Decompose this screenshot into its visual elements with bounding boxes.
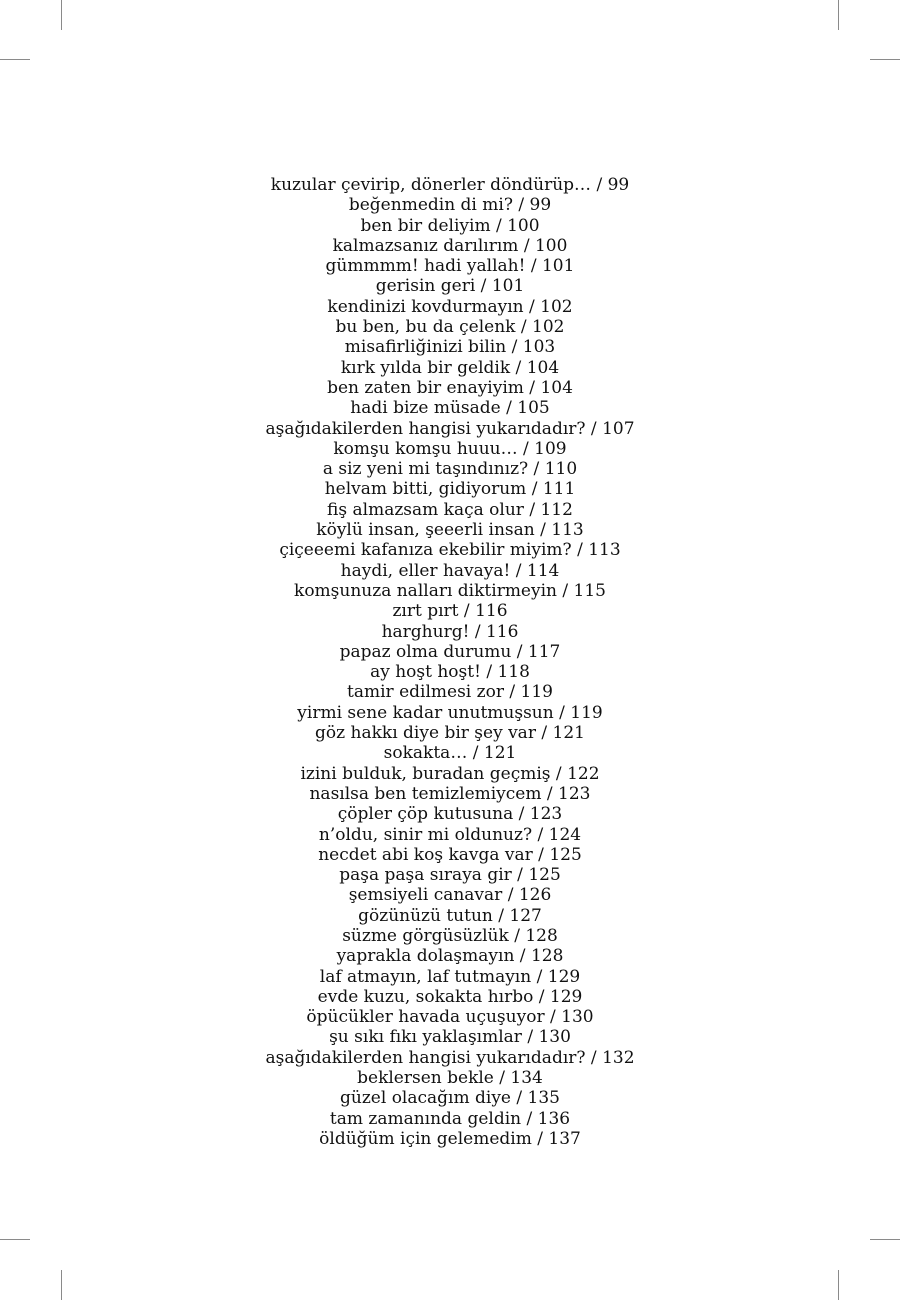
toc-entry-separator: / [523, 296, 541, 317]
toc-entry-title: misafirliğinizi bilin [344, 337, 507, 358]
toc-entry [0, 317, 900, 337]
toc-entry-page-number: 99 [607, 175, 630, 195]
toc-entry-separator: / [533, 986, 550, 1007]
toc-entry [0, 601, 900, 621]
toc-entry [0, 1129, 900, 1149]
toc-entry-title: gerisin geri [375, 276, 476, 297]
toc-entry-page-number: 107 [602, 418, 635, 439]
toc-entry-separator: / [515, 317, 532, 338]
toc-entry-page-number: 121 [552, 723, 585, 744]
toc-entry-separator: / [458, 601, 476, 622]
toc-entry-title: harghurg! [381, 621, 470, 642]
toc-entry-separator: / [523, 499, 541, 520]
toc-entry-title: şu sıkı fıkı yaklaşımlar [329, 1027, 522, 1048]
toc-entry-separator: / [521, 1027, 539, 1048]
toc-entry-page-number: 125 [549, 844, 582, 865]
toc-entry-separator: / [511, 641, 528, 662]
toc-entry-page-number: 134 [510, 1068, 543, 1089]
toc-entry-title: helvam bitti, gidiyorum [324, 479, 527, 500]
toc-entry-separator: / [532, 844, 550, 865]
toc-entry-separator: / [526, 1108, 538, 1129]
toc-entry-separator: / [541, 783, 559, 804]
crop-mark-top-left-horizontal [0, 59, 30, 60]
toc-entry-separator: / [532, 824, 549, 845]
toc-entry-page-number: 128 [530, 946, 564, 967]
toc-entry-title: gözünüzü tutun [358, 905, 493, 926]
toc-entry [0, 906, 900, 926]
toc-entry-title: kuzular çevirip, dönerler döndürüp… [270, 175, 592, 195]
toc-entry [0, 682, 900, 702]
toc-entry-page-number: 114 [526, 560, 560, 581]
toc-entry [0, 926, 900, 946]
toc-entry-title: nasılsa ben temizlemiycem [309, 783, 542, 804]
toc-entry-separator: / [475, 276, 492, 297]
toc-entry-separator: / [585, 1047, 603, 1068]
toc-entry-separator: / [510, 357, 527, 378]
toc-entry-page-number: 103 [522, 337, 556, 358]
toc-entry-separator: / [531, 966, 548, 987]
toc-entry-separator: / [526, 479, 543, 500]
toc-entry-page-number: 129 [549, 986, 583, 1007]
toc-entry [0, 520, 900, 540]
toc-entry-separator: / [544, 1007, 562, 1028]
toc-entry [0, 1048, 900, 1068]
toc-entry [0, 540, 900, 560]
toc-entry [0, 825, 900, 845]
toc-entry [0, 804, 900, 824]
toc-entry-separator: / [525, 256, 542, 277]
toc-entry-title: kalmazsanız darılırım [332, 235, 519, 256]
toc-entry-title: ben zaten bir enayiyim [327, 377, 524, 398]
toc-entry-title: laf atmayın, laf tutmayın [319, 966, 532, 987]
toc-entry-page-number: 135 [527, 1088, 560, 1109]
toc-entry-page-number: 111 [542, 479, 576, 500]
toc-entry-title: haydi, eller havaya! [340, 560, 511, 581]
toc-entry-title: çöpler çöp kutusuna [337, 804, 514, 825]
toc-entry-title: öldüğüm için gelemedim [319, 1128, 532, 1149]
crop-mark-top-left-vertical [61, 0, 62, 30]
toc-entry [0, 1109, 900, 1129]
toc-entry [0, 946, 900, 966]
toc-entry-title: izini bulduk, buradan geçmiş [300, 763, 551, 784]
crop-mark-bottom-right-vertical [838, 1270, 839, 1300]
toc-entry [0, 459, 900, 479]
toc-entry-page-number: 123 [558, 783, 591, 804]
toc-entry-separator: / [493, 1068, 511, 1089]
toc-entry [0, 784, 900, 804]
toc-entry [0, 723, 900, 743]
toc-entry-page-number: 104 [540, 377, 573, 398]
toc-entry [0, 439, 900, 459]
toc-entry-page-number: 116 [485, 621, 519, 642]
toc-entry [0, 1007, 900, 1027]
toc-entry-page-number: 110 [544, 459, 578, 480]
toc-entry-page-number: 116 [475, 601, 508, 622]
toc-entry-separator: / [510, 1088, 528, 1109]
toc-entry-page-number: 119 [520, 682, 553, 703]
crop-mark-top-right-horizontal [870, 59, 900, 60]
toc-entry-page-number: 137 [548, 1128, 581, 1149]
toc-entry-separator: / [508, 925, 526, 946]
toc-entry-separator: / [550, 763, 568, 784]
toc-entry-separator: / [591, 175, 608, 195]
table-of-contents [0, 175, 900, 1149]
toc-entry-title: tam zamanında geldin [329, 1108, 527, 1129]
toc-entry-title: komşu komşu huuu… [333, 438, 518, 459]
toc-entry-separator: / [512, 195, 530, 216]
toc-entry-separator: / [511, 865, 529, 886]
toc-entry-title: necdet abi koş kavga var [318, 844, 533, 865]
toc-entry-separator: / [510, 560, 527, 581]
toc-entry-title: yirmi sene kadar unutmuşsun [297, 702, 554, 723]
toc-entry-title: şemsiyeli canavar [348, 885, 503, 906]
toc-entry-separator: / [469, 621, 486, 642]
toc-entry-title: kendinizi kovdurmayın [327, 296, 524, 317]
toc-entry-page-number: 105 [517, 398, 550, 419]
toc-entry [0, 642, 900, 662]
toc-entry-title: yaprakla dolaşmayın [336, 946, 515, 967]
toc-entry-page-number: 123 [529, 804, 563, 825]
toc-entry-page-number: 126 [518, 885, 552, 906]
toc-entry-separator: / [585, 418, 603, 439]
toc-entry [0, 885, 900, 905]
toc-entry-page-number: 127 [509, 905, 542, 926]
toc-entry-separator: / [523, 377, 541, 398]
crop-mark-bottom-right-horizontal [870, 1239, 900, 1240]
toc-entry-title: ben bir deliyim [360, 215, 491, 236]
toc-entry-separator: / [490, 215, 508, 236]
toc-entry [0, 479, 900, 499]
toc-entry-page-number: 121 [483, 743, 517, 764]
toc-entry-title: tamir edilmesi zor [347, 682, 510, 703]
toc-entry [0, 622, 900, 642]
toc-entry-title: a siz yeni mi taşındınız? [322, 459, 529, 480]
toc-entry-title: fiş almazsam kaça olur [327, 499, 524, 520]
toc-entry-separator: / [531, 1128, 549, 1149]
toc-entry-separator: / [517, 438, 535, 459]
toc-entry-page-number: 122 [567, 763, 600, 784]
toc-entry-separator: / [480, 662, 498, 683]
toc-entry-title: gümmmm! hadi yallah! [325, 256, 526, 277]
toc-entry [0, 662, 900, 682]
toc-entry-page-number: 101 [491, 276, 525, 297]
toc-entry [0, 276, 900, 296]
toc-entry-separator: / [492, 905, 510, 926]
toc-entry-page-number: 113 [588, 540, 621, 561]
toc-entry-title: komşunuza nalları diktirmeyin [294, 580, 557, 601]
toc-entry-title: köylü insan, şeeerli insan [316, 520, 535, 541]
toc-entry-page-number: 128 [525, 925, 558, 946]
toc-entry-title: öpücükler havada uçuşuyor [306, 1007, 545, 1028]
toc-entry-page-number: 130 [538, 1027, 571, 1048]
toc-entry-separator: / [556, 580, 574, 601]
toc-entry-separator: / [509, 682, 521, 703]
toc-entry [0, 845, 900, 865]
toc-entry-page-number: 118 [497, 662, 530, 683]
toc-entry-page-number: 109 [534, 438, 567, 459]
toc-entry [0, 398, 900, 418]
toc-entry [0, 378, 900, 398]
toc-entry-page-number: 136 [537, 1108, 571, 1129]
toc-entry [0, 256, 900, 276]
crop-mark-bottom-left-vertical [61, 1270, 62, 1300]
toc-entry [0, 175, 900, 195]
toc-entry-title: çiçeeemi kafanıza ekebilir miyim? [279, 540, 572, 561]
toc-entry [0, 987, 900, 1007]
toc-entry-page-number: 132 [602, 1047, 635, 1068]
toc-entry-page-number: 119 [570, 702, 603, 723]
toc-entry [0, 743, 900, 763]
toc-entry [0, 1027, 900, 1047]
toc-entry-separator: / [514, 946, 531, 967]
toc-entry-separator: / [535, 723, 553, 744]
toc-entry-separator: / [518, 235, 535, 256]
toc-entry-page-number: 102 [532, 317, 565, 338]
toc-entry [0, 236, 900, 256]
toc-entry [0, 967, 900, 987]
crop-mark-bottom-left-horizontal [0, 1239, 30, 1240]
toc-entry-title: sokakta… [383, 743, 468, 764]
toc-entry [0, 195, 900, 215]
toc-entry-page-number: 112 [540, 499, 573, 520]
toc-entry-title: kırk yılda bir geldik [340, 357, 511, 378]
toc-entry-page-number: 101 [541, 256, 575, 277]
toc-entry-title: göz hakkı diye bir şey var [315, 723, 536, 744]
toc-entry-separator: / [506, 337, 523, 358]
toc-entry-page-number: 115 [573, 580, 606, 601]
toc-entry-title: papaz olma durumu [339, 641, 512, 662]
toc-entry-page-number: 100 [534, 235, 568, 256]
toc-entry-title: beklersen bekle [357, 1068, 494, 1089]
toc-entry [0, 703, 900, 723]
toc-entry-title: süzme görgüsüzlük [342, 925, 509, 946]
toc-entry-title: bu ben, bu da çelenk [335, 317, 516, 338]
toc-entry-separator: / [553, 702, 571, 723]
toc-entry [0, 337, 900, 357]
toc-entry-page-number: 99 [529, 195, 552, 216]
toc-entry [0, 419, 900, 439]
toc-entry-title: n’oldu, sinir mi oldunuz? [318, 824, 533, 845]
toc-entry-separator: / [513, 804, 530, 825]
toc-entry-page-number: 104 [526, 357, 560, 378]
toc-entry-title: paşa paşa sıraya gir [339, 865, 512, 886]
toc-entry-page-number: 102 [540, 296, 573, 317]
toc-entry-title: beğenmedin di mi? [348, 195, 513, 216]
toc-entry-title: aşağıdakilerden hangisi yukarıdadır? [265, 1047, 586, 1068]
toc-entry [0, 764, 900, 784]
toc-entry-separator: / [502, 885, 519, 906]
toc-entry-page-number: 129 [547, 966, 581, 987]
toc-entry [0, 865, 900, 885]
toc-entry [0, 358, 900, 378]
toc-entry [0, 500, 900, 520]
toc-entry [0, 297, 900, 317]
toc-entry [0, 561, 900, 581]
toc-entry-title: güzel olacağım diye [340, 1088, 511, 1109]
crop-mark-top-right-vertical [838, 0, 839, 30]
toc-entry [0, 216, 900, 236]
toc-entry-title: evde kuzu, sokakta hırbo [317, 986, 534, 1007]
toc-entry-page-number: 124 [548, 824, 582, 845]
toc-entry-title: ay hoşt hoşt! [370, 662, 481, 683]
toc-entry-separator: / [467, 743, 484, 764]
toc-entry-page-number: 117 [527, 641, 561, 662]
toc-entry-page-number: 130 [561, 1007, 594, 1028]
toc-entry [0, 1088, 900, 1108]
toc-entry-separator: / [534, 520, 552, 541]
toc-entry [0, 1068, 900, 1088]
toc-entry-page-number: 100 [507, 215, 540, 236]
toc-entry-title: hadi bize müsade [350, 398, 501, 419]
toc-entry-title: aşağıdakilerden hangisi yukarıdadır? [265, 418, 586, 439]
toc-entry [0, 581, 900, 601]
toc-entry-separator: / [500, 398, 518, 419]
toc-entry-separator: / [528, 459, 545, 480]
toc-entry-page-number: 125 [528, 865, 561, 886]
toc-entry-title: zırt pırt [392, 601, 459, 622]
toc-entry-page-number: 113 [551, 520, 584, 541]
toc-entry-separator: / [571, 540, 589, 561]
